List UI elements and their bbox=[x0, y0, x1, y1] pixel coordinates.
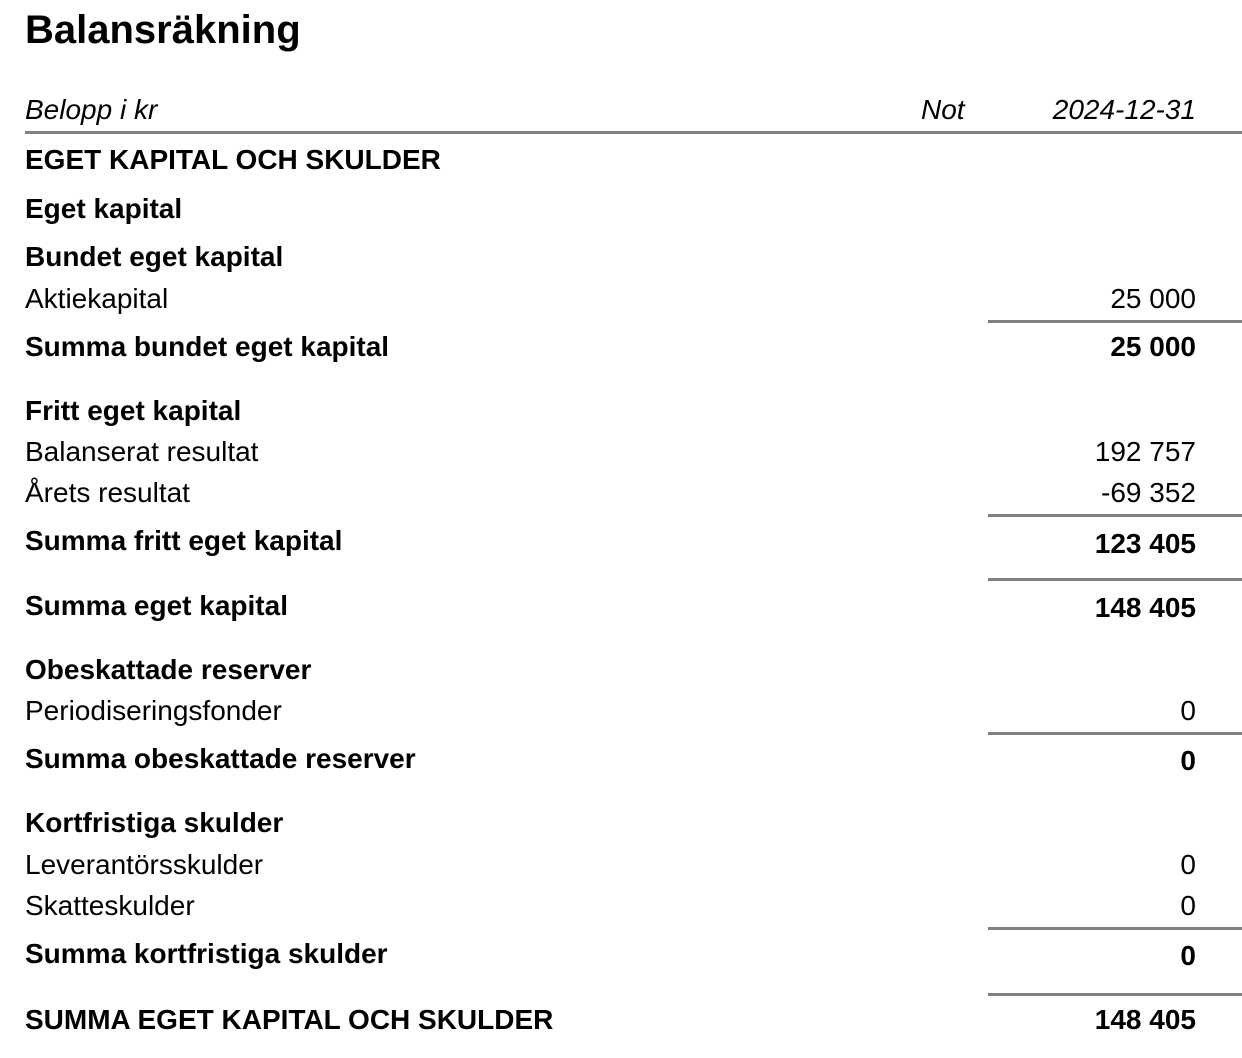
retained-earnings-value: 192 757 bbox=[1094, 436, 1196, 467]
tax-liabilities-value: 0 bbox=[1180, 890, 1196, 921]
equity-total-value: 148 405 bbox=[1094, 592, 1196, 623]
subtotal-divider bbox=[988, 514, 1242, 517]
share-capital-label: Aktiekapital bbox=[25, 283, 169, 314]
subtotal-divider bbox=[988, 578, 1242, 581]
share-capital-value: 25 000 bbox=[1110, 283, 1196, 314]
current-liabilities-total-value: 0 bbox=[1180, 940, 1196, 971]
equity-heading: Eget kapital bbox=[25, 193, 183, 224]
current-liabilities-heading: Kortfristiga skulder bbox=[25, 807, 284, 838]
grand-total-label: SUMMA EGET KAPITAL OCH SKULDER bbox=[25, 1004, 554, 1035]
note-column-header: Not bbox=[921, 94, 965, 125]
current-liabilities-total-label: Summa kortfristiga skulder bbox=[25, 938, 388, 969]
section-heading: EGET KAPITAL OCH SKULDER bbox=[25, 144, 441, 175]
amount-unit-label: Belopp i kr bbox=[25, 94, 158, 125]
restricted-equity-heading: Bundet eget kapital bbox=[25, 241, 284, 272]
accounts-payable-label: Leverantörsskulder bbox=[25, 849, 264, 880]
accrual-funds-value: 0 bbox=[1180, 695, 1196, 726]
accrual-funds-label: Periodiseringsfonder bbox=[25, 695, 282, 726]
grand-total-value: 148 405 bbox=[1094, 1004, 1196, 1035]
free-equity-total-label: Summa fritt eget kapital bbox=[25, 525, 343, 556]
untaxed-reserves-total-value: 0 bbox=[1180, 745, 1196, 776]
subtotal-divider bbox=[988, 732, 1242, 735]
tax-liabilities-label: Skatteskulder bbox=[25, 890, 195, 921]
date-column-header: 2024-12-31 bbox=[1052, 94, 1196, 125]
accounts-payable-value: 0 bbox=[1180, 849, 1196, 880]
untaxed-reserves-total-label: Summa obeskattade reserver bbox=[25, 743, 416, 774]
subtotal-divider bbox=[988, 927, 1242, 930]
header-divider bbox=[25, 131, 1242, 134]
untaxed-reserves-heading: Obeskattade reserver bbox=[25, 654, 312, 685]
page-title: Balansräkning bbox=[25, 8, 301, 52]
restricted-equity-total-value: 25 000 bbox=[1110, 331, 1196, 362]
year-result-value: -69 352 bbox=[1101, 477, 1196, 508]
free-equity-heading: Fritt eget kapital bbox=[25, 395, 242, 426]
retained-earnings-label: Balanserat resultat bbox=[25, 436, 259, 467]
total-divider bbox=[988, 993, 1242, 996]
restricted-equity-total-label: Summa bundet eget kapital bbox=[25, 331, 390, 362]
year-result-label: Årets resultat bbox=[25, 477, 190, 508]
equity-total-label: Summa eget kapital bbox=[25, 590, 288, 621]
subtotal-divider bbox=[988, 320, 1242, 323]
free-equity-total-value: 123 405 bbox=[1094, 528, 1196, 559]
